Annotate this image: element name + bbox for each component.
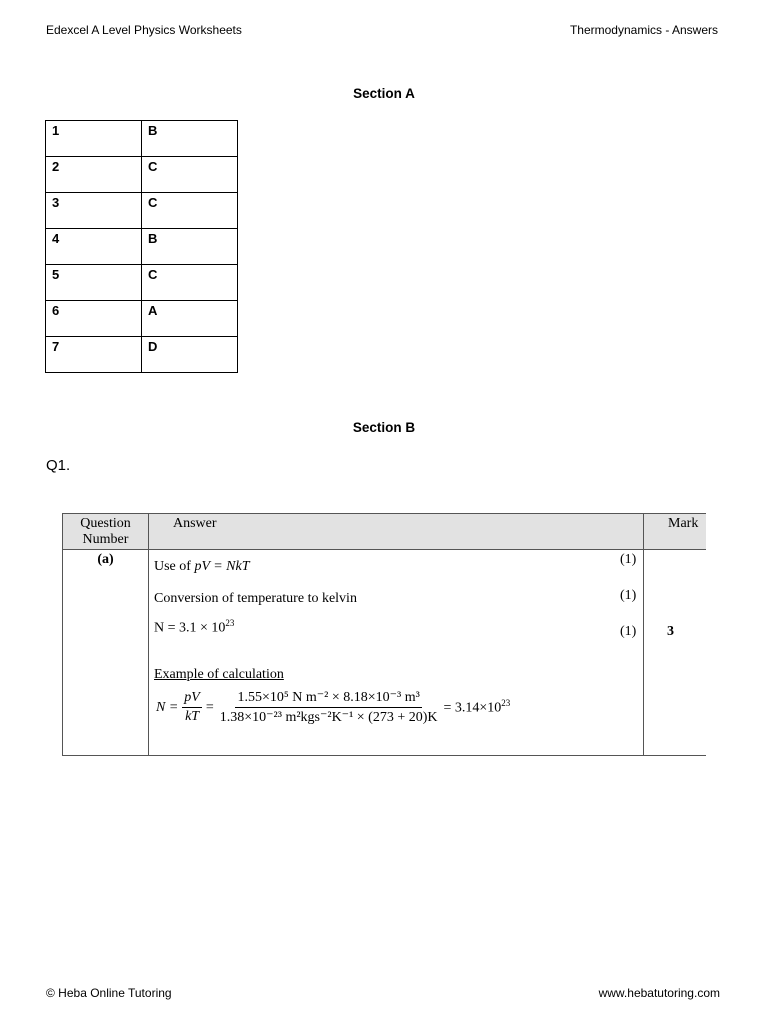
table-row (46, 193, 238, 229)
question-number: 6 (46, 301, 142, 337)
answer-line-1: Use of pV = NkT (154, 559, 250, 574)
question-part: (a) (97, 552, 114, 567)
answer-letter: C (142, 157, 238, 193)
table-row (46, 229, 238, 265)
example-title: Example of calculation (154, 667, 284, 682)
fraction-pv-kt: $\frac{pV}{kT}$ (184, 690, 200, 724)
footer-copyright: © Heba Online Tutoring (46, 986, 172, 1000)
total-mark: 3 (667, 624, 674, 639)
answer-letter: A (142, 301, 238, 337)
question-number: 5 (46, 265, 142, 301)
answer-mark-1: (1) (620, 552, 637, 567)
header-answer: Answer (173, 516, 217, 531)
table-row (46, 337, 238, 373)
column-divider (643, 514, 644, 755)
answer-letter: C (142, 193, 238, 229)
mark-scheme-header (63, 514, 706, 550)
answer-mark-2: (1) (620, 588, 637, 603)
mark-scheme-table (62, 513, 706, 756)
question-number: 2 (46, 157, 142, 193)
header-subject: Thermodynamics - Answers (569, 23, 718, 37)
answer-line-3: $N = 3.1 \times 10^{23}$ (154, 618, 235, 636)
header-question-number: Question Number (80, 516, 131, 547)
formula-equals: = (205, 699, 214, 715)
header-title: Edexcel A Level Physics Worksheets (46, 23, 242, 37)
calculation-formula (156, 689, 510, 726)
answer-letter: C (142, 265, 238, 301)
section-a-answer-table (45, 120, 238, 373)
table-row (46, 265, 238, 301)
question-label: Q1. (46, 457, 71, 474)
header-mark: Mark (668, 516, 699, 531)
answer-letter: D (142, 337, 238, 373)
formula-result: = $3.14\times 10^{23}$ (443, 698, 511, 716)
footer-website-link[interactable]: www.hebatutoring.com (598, 986, 720, 1000)
answer-letter: B (142, 121, 238, 157)
table-row (46, 301, 238, 337)
column-divider (148, 514, 149, 755)
formula-lhs: N = (156, 699, 179, 715)
section-b-title: Section B (352, 420, 416, 435)
question-number: 7 (46, 337, 142, 373)
question-number: 1 (46, 121, 142, 157)
section-a-title: Section A (353, 86, 415, 101)
table-row (46, 157, 238, 193)
answer-letter: B (142, 229, 238, 265)
table-row (46, 121, 238, 157)
fraction-values: $\frac{\text{1.55×10⁵ N m⁻² × 8.18×10⁻³ m³}}{\text{1.38×10⁻²³ m²kgs⁻²K⁻¹ × (273 + 20)K}}$ (219, 690, 438, 725)
question-number: 3 (46, 193, 142, 229)
answer-line-2: Conversion of temperature to kelvin (154, 591, 357, 606)
answer-mark-3: (1) (620, 624, 637, 639)
question-number: 4 (46, 229, 142, 265)
